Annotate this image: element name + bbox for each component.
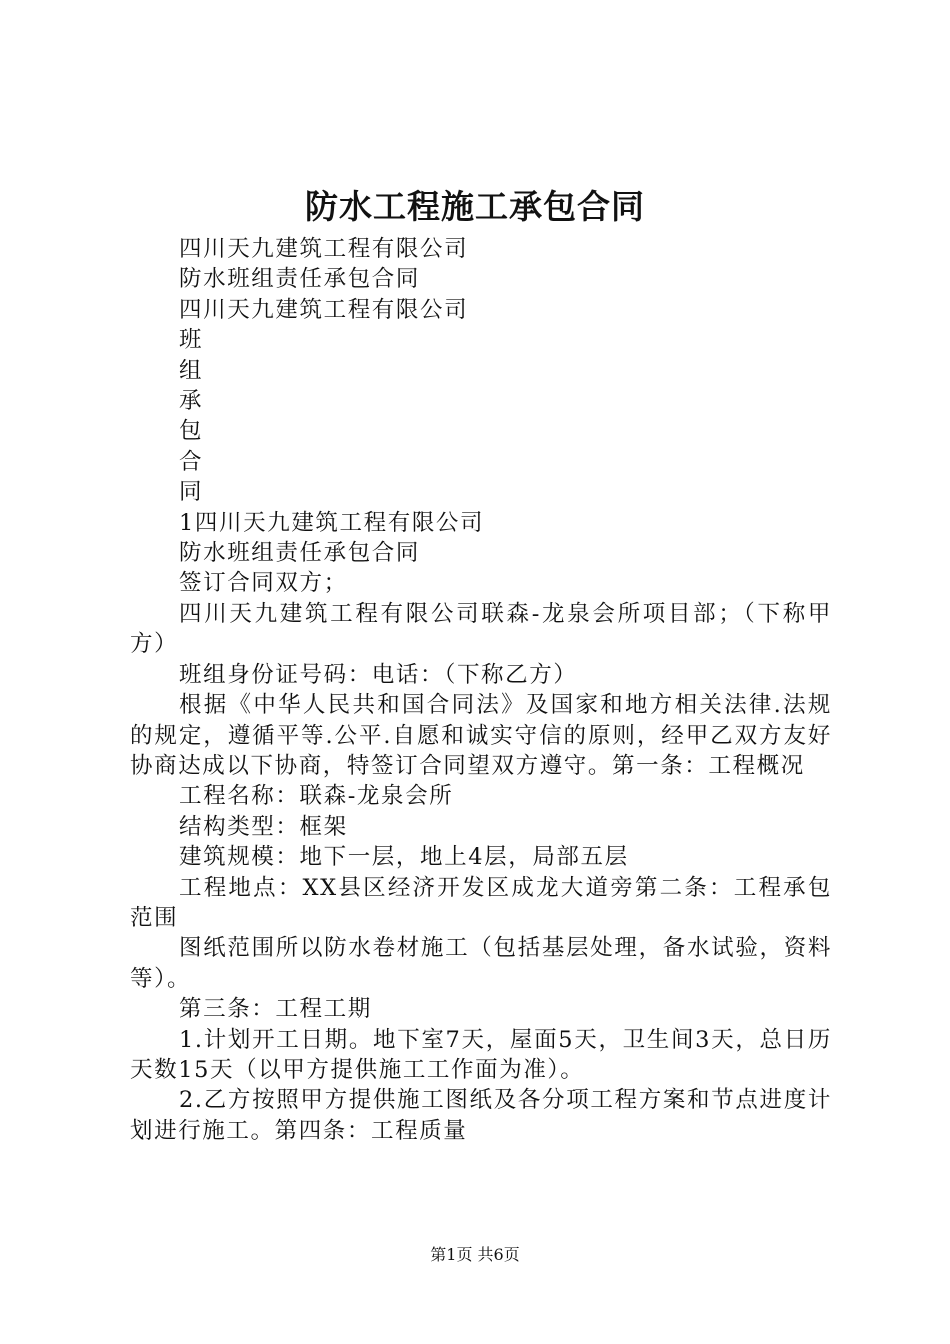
paragraph: 图纸范围所以防水卷材施工（包括基层处理，备水试验，资料等）。 xyxy=(130,935,832,992)
paragraph: 防水班组责任承包合同 xyxy=(179,266,421,293)
paragraph: 第三条：工程工期 xyxy=(179,996,372,1023)
paragraph: 合 xyxy=(179,448,204,475)
paragraph: 同 xyxy=(179,479,204,506)
paragraph: 结构类型：框架 xyxy=(179,813,348,840)
paragraph: 防水班组责任承包合同 xyxy=(179,540,421,567)
paragraph: 四川天九建筑工程有限公司联森-龙泉会所项目部；（下称甲方） xyxy=(130,600,832,658)
paragraph: 组 xyxy=(179,357,204,384)
paragraph: 1四川天九建筑工程有限公司 xyxy=(179,509,485,536)
paragraph: 签订合同双方； xyxy=(179,570,348,597)
paragraph: 班组身份证号码：电话：（下称乙方） xyxy=(179,661,578,688)
paragraph: 包 xyxy=(179,418,204,445)
page-number-footer: 第1页 共6页 xyxy=(430,1245,520,1264)
paragraph: 班 xyxy=(179,327,204,354)
paragraph: 四川天九建筑工程有限公司 xyxy=(179,296,469,323)
document-body xyxy=(130,234,832,1146)
document-title: 防水工程施工承包合同 xyxy=(305,187,645,226)
paragraph: 2.乙方按照甲方提供施工图纸及各分项工程方案和节点进度计划进行施工。第四条：工程质量 xyxy=(130,1087,832,1144)
paragraph: 1.计划开工日期。地下室7天，屋面5天，卫生间3天，总日历天数15天（以甲方提供施工工作面为准）。 xyxy=(130,1026,832,1083)
paragraph: 建筑规模：地下一层，地上4层，局部五层 xyxy=(179,844,629,871)
paragraph: 根据《中华人民共和国合同法》及国家和地方相关法律.法规的规定，遵循平等.公平.自愿和诚实守信的原则，经甲乙双方友好协商达成以下协商，特签订合同望双方遵守。第一条：工程概况 xyxy=(130,692,832,779)
paragraph: 工程地点：XX县区经济开发区成龙大道旁第二条：工程承包范围 xyxy=(130,874,832,931)
paragraph: 四川天九建筑工程有限公司 xyxy=(179,236,469,262)
paragraph: 承 xyxy=(179,388,204,415)
paragraph: 工程名称：联森-龙泉会所 xyxy=(179,783,454,810)
